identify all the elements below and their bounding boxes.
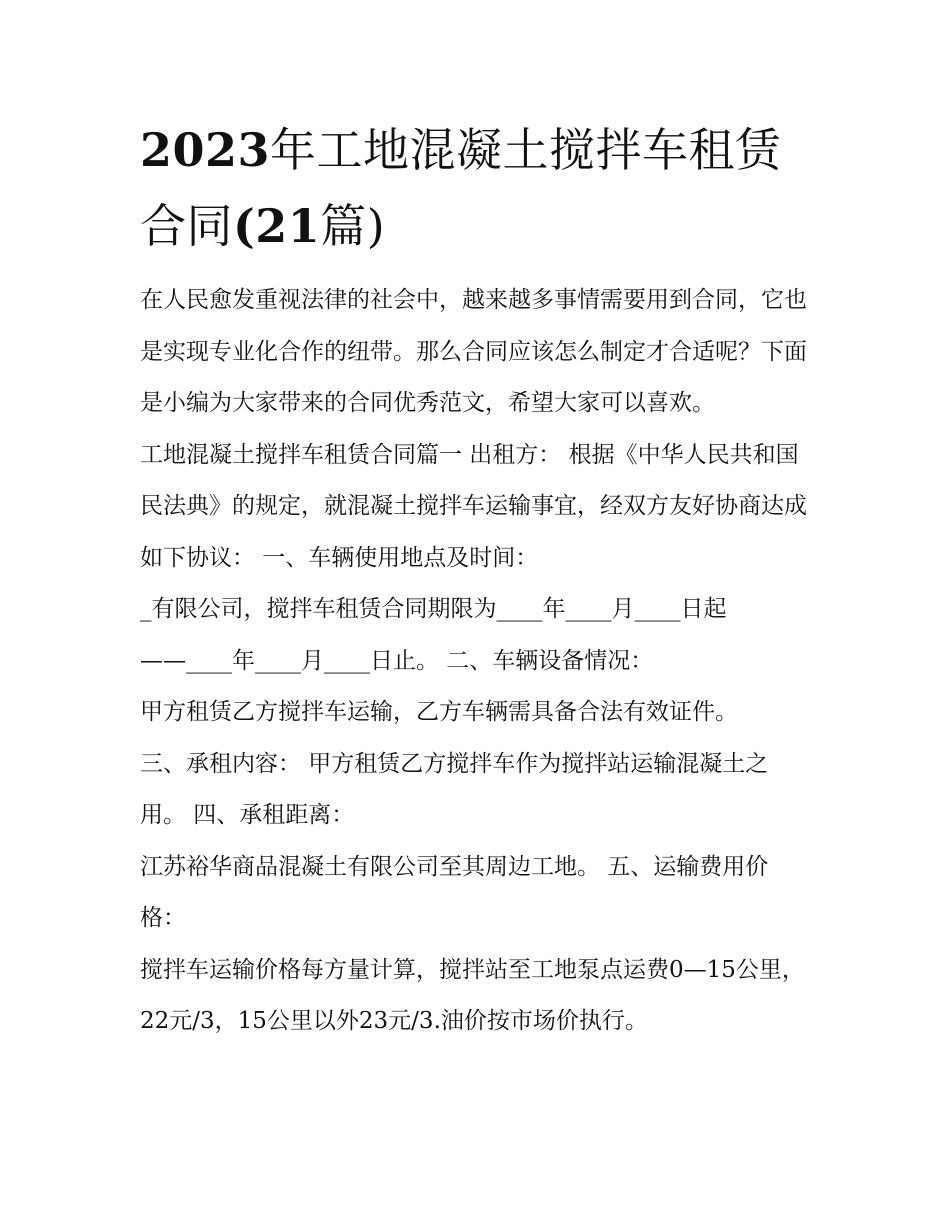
lease-distance-paragraph: 江苏裕华商品混凝土有限公司至其周边工地。 五、运输费用价格： <box>140 853 769 931</box>
transport-price-paragraph: 搅拌车运输价格每方量计算，搅拌站至工地泵点运费0—15公里，22元/3，15公里以外23元/3.油价按市场价执行。 <box>140 956 805 1034</box>
contract-opening-paragraph: 工地混凝土搅拌车租赁合同篇一 出租方： 根据《中华人民共和国民法典》的规定，就混凝土搅拌车运输事宜，经双方友好协商达成如下协议： 一、车辆使用地点及时间： <box>140 441 807 571</box>
document-content <box>140 112 812 1048</box>
document-title <box>140 112 812 264</box>
contract-term-paragraph: _有限公司，搅拌车租赁合同期限为____年____月____日起 <box>140 596 727 622</box>
lease-content-paragraph: 三、承租内容： 甲方租赁乙方搅拌车作为搅拌站运输混凝土之用。 四、承租距离： <box>140 750 769 828</box>
contract-term-end-paragraph: ——____年____月____日止。 二、车辆设备情况： <box>140 647 654 674</box>
title-contract: 合同 <box>140 199 233 253</box>
document-body <box>140 275 812 1048</box>
title-count: (21 <box>233 199 321 253</box>
title-main: 年工地混凝土搅拌车租赁 <box>270 123 782 177</box>
intro-paragraph: 在人民愈发重视法律的社会中，越来越多事情需要用到合同，它也是实现专业化合作的纽带。那么合同应该怎么制定才合适呢？下面是小编为大家带来的合同优秀范文，希望大家可以喜欢。 <box>140 287 807 416</box>
title-year: 2023 <box>140 123 271 177</box>
title-unit: 篇) <box>320 199 386 253</box>
vehicle-condition-paragraph: 甲方租赁乙方搅拌车运输，乙方车辆需具备合法有效证件。 <box>140 699 738 725</box>
